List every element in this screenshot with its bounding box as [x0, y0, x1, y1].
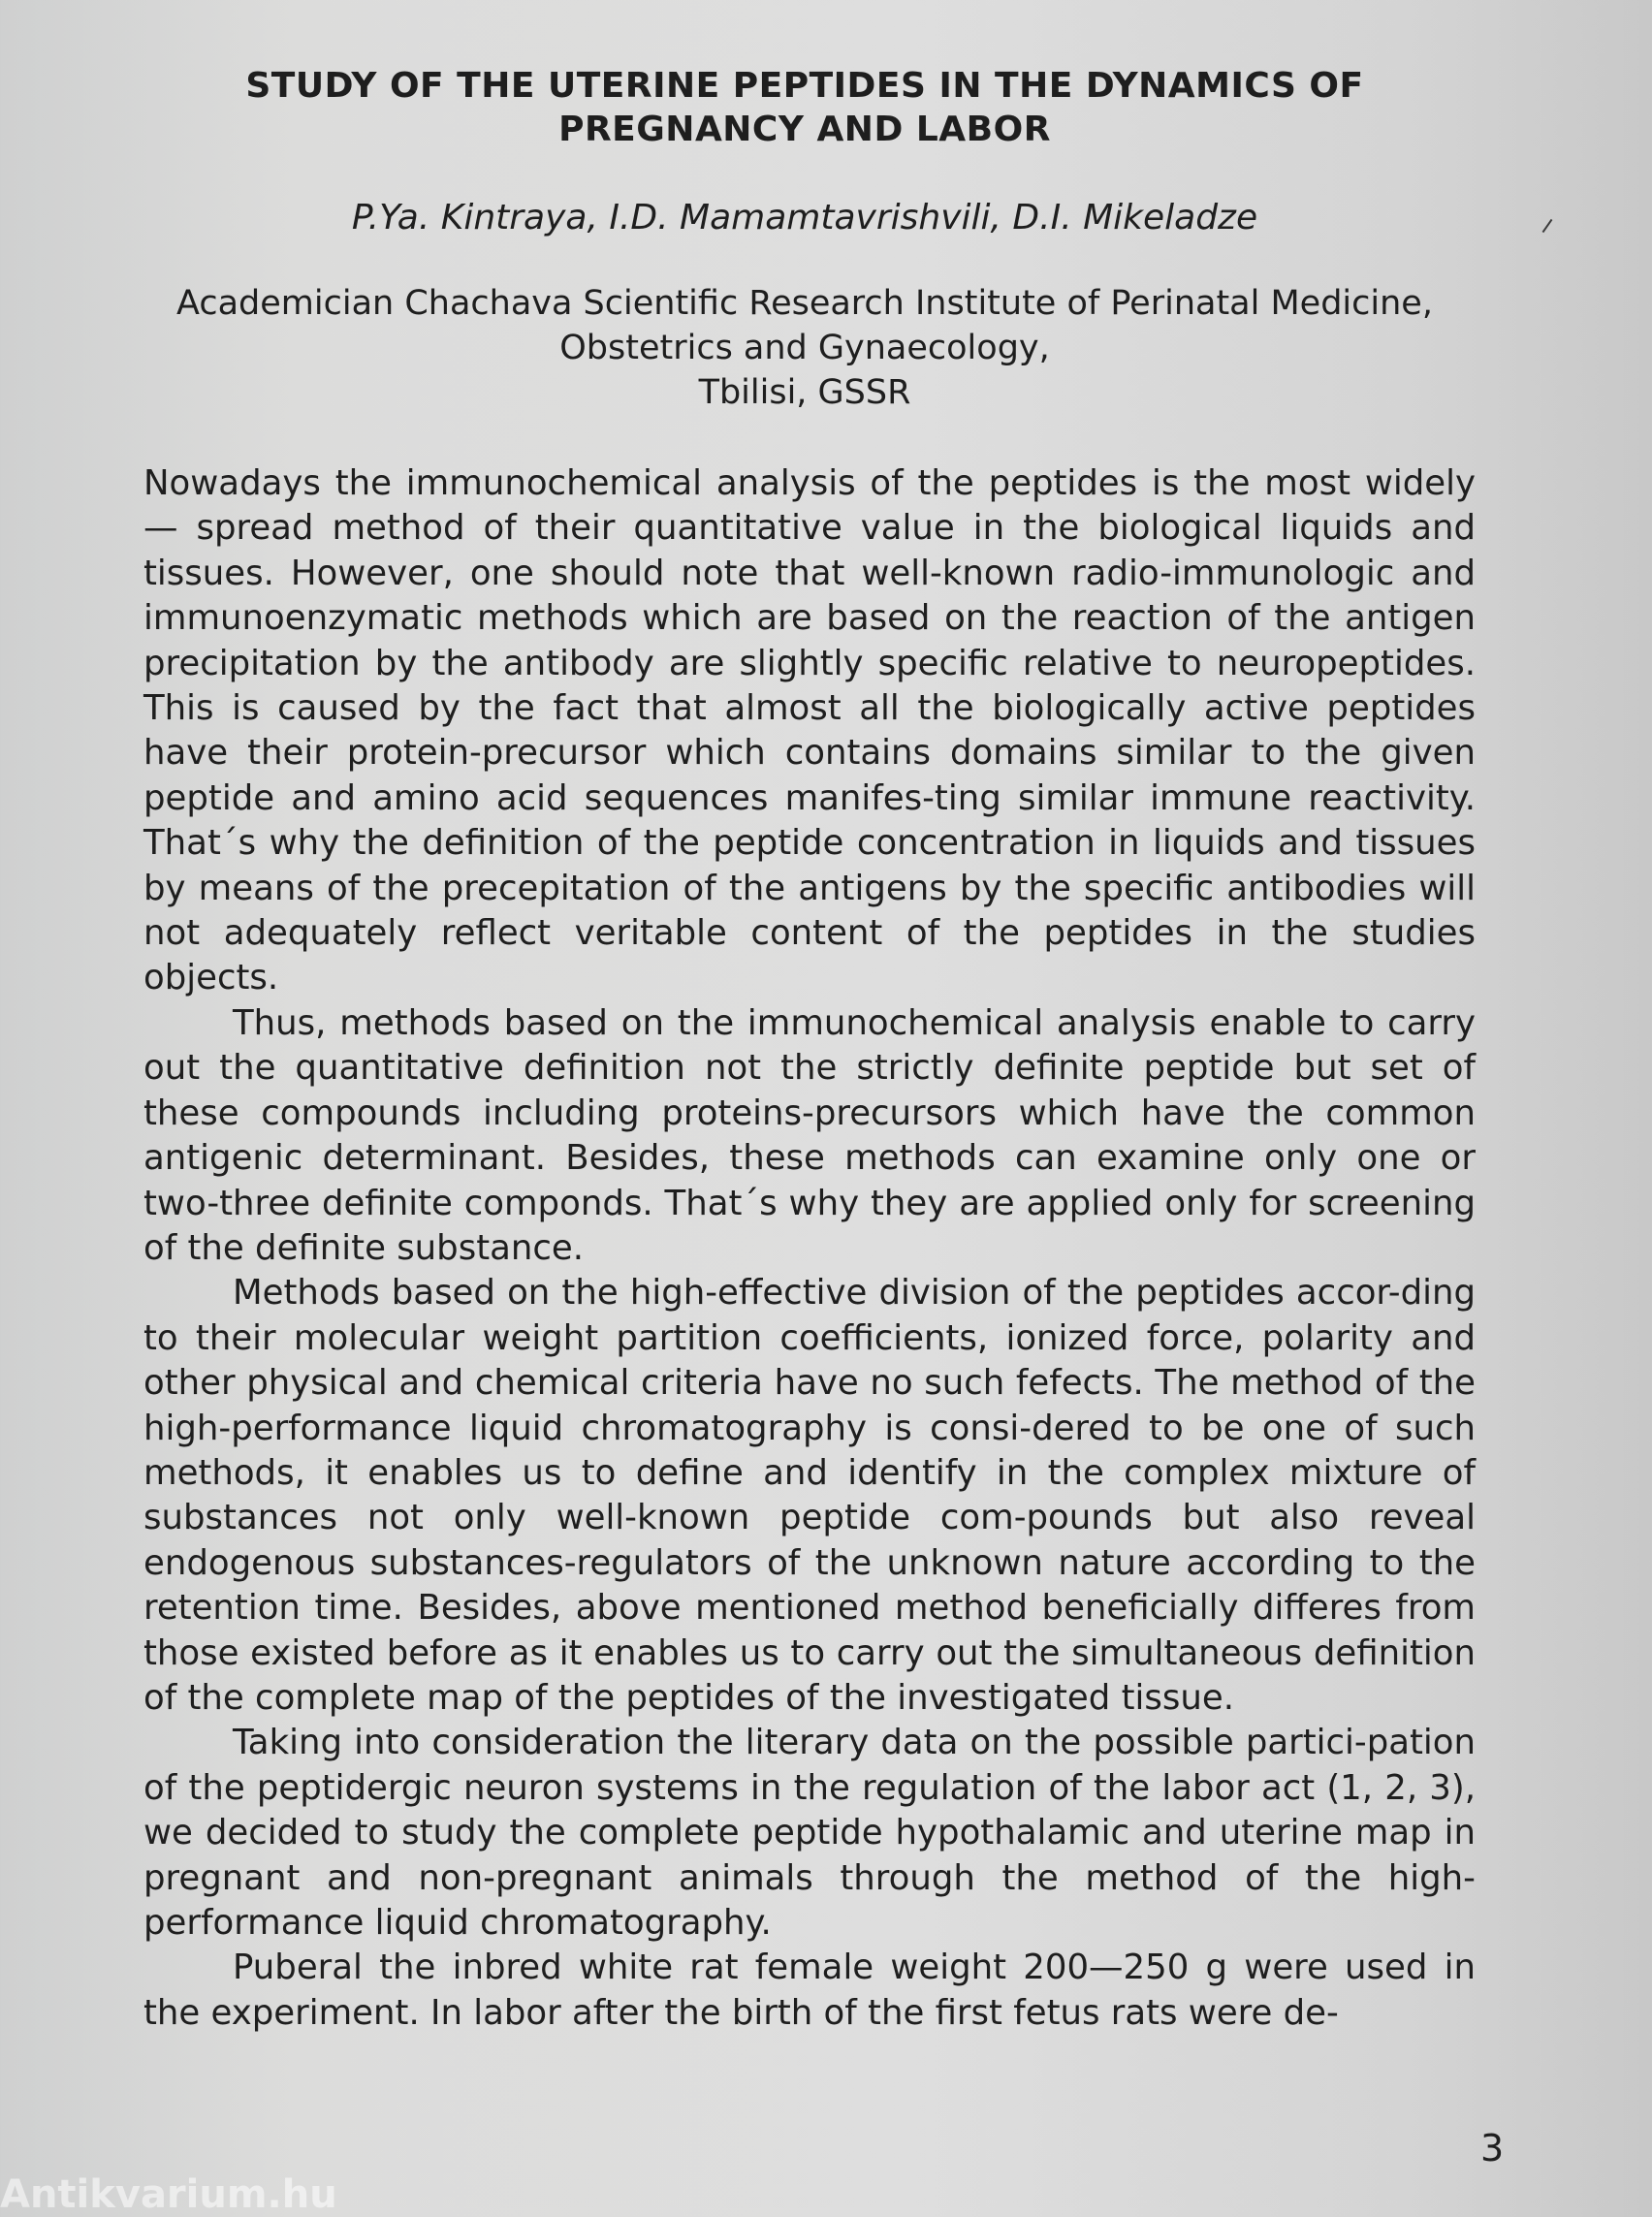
affiliation-line-3: Tbilisi, GSSR	[698, 373, 911, 412]
body-paragraph: Taking into consideration the literary data on the possible partici-pation of the peptidergic neuron systems in the regulation of the labor act (1, 2, 3), we decided to study the complete peptide hypothalamic and uterine map in pregnant and non-pregnant animals through the method of the high-performance liquid chromatography.	[143, 1723, 1476, 1943]
author-list: P.Ya. Kintraya, I.D. Mamamtavrishvili, D.I. Mikeladze	[351, 198, 1258, 238]
body-paragraph: Nowadays the immunochemical analysis of the peptides is the most widely — spread method of their quantitative value in the biological liquids and tissues. However, one should note that well-known radio-immunologic and immunoenzymatic methods which are based on the reaction of the antigen precipitation by the antibody are slightly specific relative to neuropeptides. This is caused by the fact that almost all the biologically active peptides have their protein-precursor which contains domains similar to the given peptide and amino acid sequences manifes-ting similar immune reactivity. That´s why the definition of the peptide concentration in liquids and tissues by means of the precepitation of the antigens by the specific antibodies will not adequately reflect veritable content of the peptides in the studies objects.	[143, 463, 1476, 998]
pen-mark	[1542, 219, 1553, 233]
affiliation	[145, 281, 1464, 415]
page-number: 3	[1480, 2127, 1505, 2169]
body-paragraph: Thus, methods based on the immunochemical analysis enable to carry out the quantitative definition not the strictly definite peptide but set of these compounds including proteins-precursors which have the common antigenic determinant. Besides, these methods can examine only one or two-three definite componds. That´s why they are applied only for screening of the definite substance.	[143, 1002, 1476, 1268]
body-paragraph: Methods based on the high-effective division of the peptides accor-ding to their molecular weight partition coefficients, ionized force, polarity and other physical and chemical criteria have no such fefects. The method of the high-performance liquid chromatography is consi-dered to be one of such methods, it enables us to define and identify in the complex mixture of substances not only well-known peptide com-pounds but also reveal endogenous substances-regulators of the unknown nature according to the retention time. Besides, above mentioned method beneficially differes from those existed before as it enables us to carry out the simultaneous definition of the complete map of the peptides of the investigated tissue.	[143, 1273, 1476, 1718]
affiliation-line-2: Obstetrics and Gynaecology,	[559, 329, 1050, 367]
body-paragraph: Puberal the inbred white rat female weight 200—250 g were used in the experiment. In labor after the birth of the first fetus rats were de-	[143, 1948, 1476, 2033]
article-body	[143, 461, 1476, 2036]
article-title	[145, 64, 1464, 151]
affiliation-line-1: Academician Chachava Scientific Research Institute of Perinatal Medicine,	[176, 284, 1433, 323]
title-line-2: PREGNANCY AND LABOR	[558, 110, 1051, 149]
title-line-1: STUDY OF THE UTERINE PEPTIDES IN THE DYNAMICS OF	[245, 66, 1364, 106]
watermark-text: Antikvarium.hu	[0, 2172, 337, 2217]
